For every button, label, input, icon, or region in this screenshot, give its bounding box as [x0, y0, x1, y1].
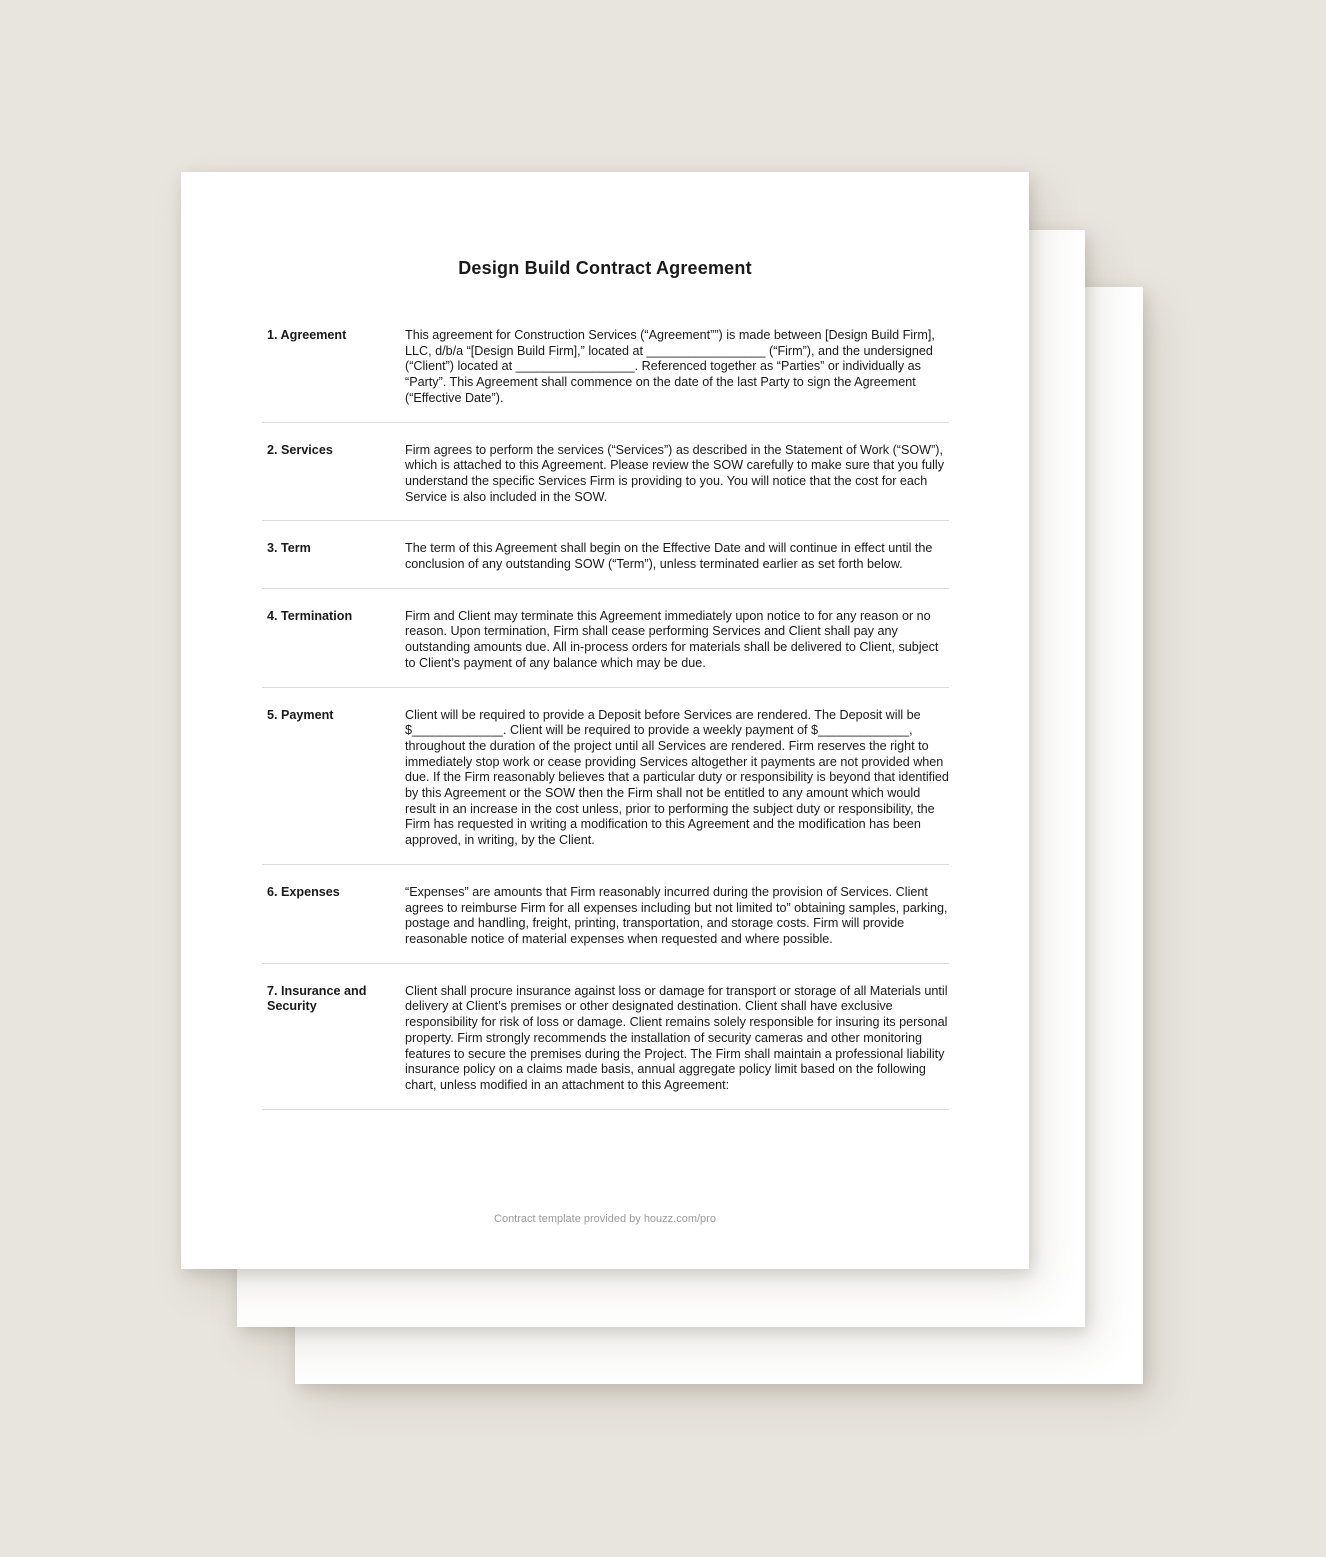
section-label: 3. Term: [267, 541, 311, 556]
footer-note: Contract template provided by houzz.com/pro: [494, 1213, 716, 1225]
section-label: 1. Agreement: [267, 328, 347, 342]
section-agreement: [262, 328, 949, 423]
section-body: “Expenses” are amounts that Firm reasonably incurred during the provision of Services. Client agrees to reimburse Firm for all expenses including but not limited to” obtaining samples, parking, postage and handling, freight, printing, transportation, and storage costs. Firm will provide reasonable notice of material expenses when requested and where possible.: [405, 884, 948, 946]
contract-sections: [262, 328, 949, 1110]
page-title: Design Build Contract Agreement: [458, 258, 752, 278]
section-body: The term of this Agreement shall begin on the Effective Date and will continue in effect until the conclusion of any outstanding SOW (“Term”), unless terminated earlier as set forth below.: [405, 541, 933, 572]
section-payment: [262, 688, 949, 865]
section-expenses: [262, 865, 949, 964]
section-termination: [262, 589, 949, 688]
section-label: 7. Insurance and Security: [267, 983, 367, 1014]
section-label: 4. Termination: [267, 608, 353, 623]
section-body: This agreement for Construction Services (“Agreement””) is made between [Design Build Firm], LLC, d/b/a “[Design Build Firm],” located at _________________ (“Firm”), and the undersigned (“Client”) located at _________________. Referenced together as “Parties” or individually as “Party”. This Agreement shall commence on the date of the last Party to sign the Agreement (“Effective Date”).: [405, 328, 935, 405]
section-services: [262, 423, 949, 522]
section-body: Client shall procure insurance against loss or damage for transport or storage of all Materials until delivery at Client’s premises or other designated destination. Client shall have exclusive responsibility for risk of loss or damage. Client remains solely responsible for insuring its personal property. Firm strongly recommends the installation of security cameras and other monitoring features to secure the premises during the Project. The Firm shall maintain a professional liability insurance policy on a claims made basis, annual aggregate policy limit based on the following chart, unless modified in an attachment to this Agreement:: [405, 983, 948, 1092]
section-body: Firm and Client may terminate this Agreement immediately upon notice to for any reason or no reason. Upon termination, Firm shall cease performing Services and Client shall pay any outstanding amounts due. All in-process orders for materials shall be delivered to Client, subject to Client’s payment of any balance which may be due.: [405, 608, 939, 670]
section-body: Client will be required to provide a Deposit before Services are rendered. The Deposit will be $_____________. Client will be required to provide a weekly payment of $_____________, throughout the duration of the project until all Services are rendered. Firm reserves the right to immediately stop work or cease providing Services altogether it payments are not provided when due. If the Firm reasonably believes that a particular duty or responsibility is beyond that identified by this Agreement or the SOW then the Firm shall not be entitled to any amount which would result in an increase in the cost unless, prior to performing the subject duty or responsibility, the Firm has requested in writing a modification to this Agreement and the modification has been approved, in writing, by the Client.: [405, 707, 949, 848]
section-label: 6. Expenses: [267, 884, 340, 899]
section-body: Firm agrees to perform the services (“Services”) as described in the Statement of Work (“SOW”), which is attached to this Agreement. Please review the SOW carefully to make sure that you fully understand the specific Services Firm is providing to you. You will notice that the cost for each Service is also included in the SOW.: [405, 442, 944, 504]
section-term: [262, 521, 949, 588]
section-insurance-and-security: [262, 964, 949, 1110]
contract-page: [181, 172, 1029, 1269]
section-label: 5. Payment: [267, 707, 334, 722]
section-label: 2. Services: [267, 442, 333, 457]
